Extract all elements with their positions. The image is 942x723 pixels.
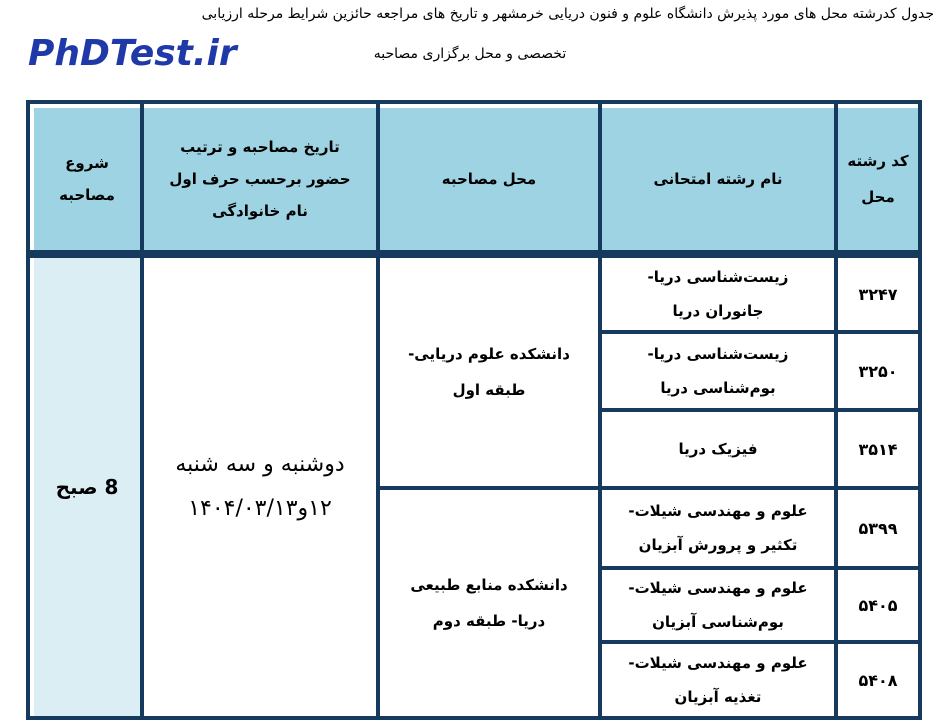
code-cell: ۵۴۰۵ <box>858 595 898 615</box>
header-date: تاریخ مصاحبه و ترتیب حضور برحسب حرف اول نام خانوادگی <box>144 108 376 250</box>
major-cell: فیزیک دریا <box>678 440 758 458</box>
code-cell: ۵۳۹۹ <box>858 518 898 538</box>
major-cell: علوم و مهندسی شیلات- تغذیه آبزیان <box>628 654 808 706</box>
place-cell: دانشکده منابع طبیعی دریا- طبقه دوم <box>410 576 568 630</box>
col-divider <box>140 104 144 716</box>
major-cell: زیست‌شناسی دریا- جانوران دریا <box>647 268 789 320</box>
row-divider <box>602 408 918 412</box>
place-cell: دانشکده علوم دریایی- طبقه اول <box>408 345 570 399</box>
row-divider <box>602 640 918 644</box>
row-divider <box>602 330 918 334</box>
header-divider <box>30 250 918 258</box>
major-cell: علوم و مهندسی شیلات- تکثیر و پرورش آبزیان <box>628 502 808 554</box>
page-title: جدول کدرشته محل های مورد پذیرش دانشگاه علوم و فنون دریایی خرمشهر و تاریخ های مراجعه حائزین شرایط مرحله ارزیابی <box>201 6 934 22</box>
row-divider <box>380 486 918 490</box>
row-divider <box>602 566 918 570</box>
header-major: نام رشته امتحانی <box>602 108 834 250</box>
site-logo: PhDTest.ir <box>28 33 237 74</box>
interview-date-cell: دوشنبه و سه شنبه ۱۲و۱۴۰۴/۰۳/۱۳ <box>175 452 345 521</box>
col-divider <box>376 104 380 716</box>
start-time-cell: 8 صبح <box>34 258 140 716</box>
major-cell: علوم و مهندسی شیلات- بوم‌شناسی آبزیان <box>628 579 808 631</box>
admission-table <box>26 100 922 720</box>
code-cell: ۵۴۰۸ <box>858 670 898 690</box>
header-start: شروع مصاحبه <box>34 108 140 250</box>
header-code: کد رشته محل <box>838 108 918 250</box>
major-cell: زیست‌شناسی دریا- بوم‌شناسی دریا <box>647 345 789 397</box>
header-place: محل مصاحبه <box>380 108 598 250</box>
page-subtitle: تخصصی و محل برگزاری مصاحبه <box>373 46 567 62</box>
code-cell: ۳۵۱۴ <box>858 439 898 459</box>
code-cell: ۳۲۴۷ <box>858 284 898 304</box>
code-cell: ۳۲۵۰ <box>858 361 898 381</box>
